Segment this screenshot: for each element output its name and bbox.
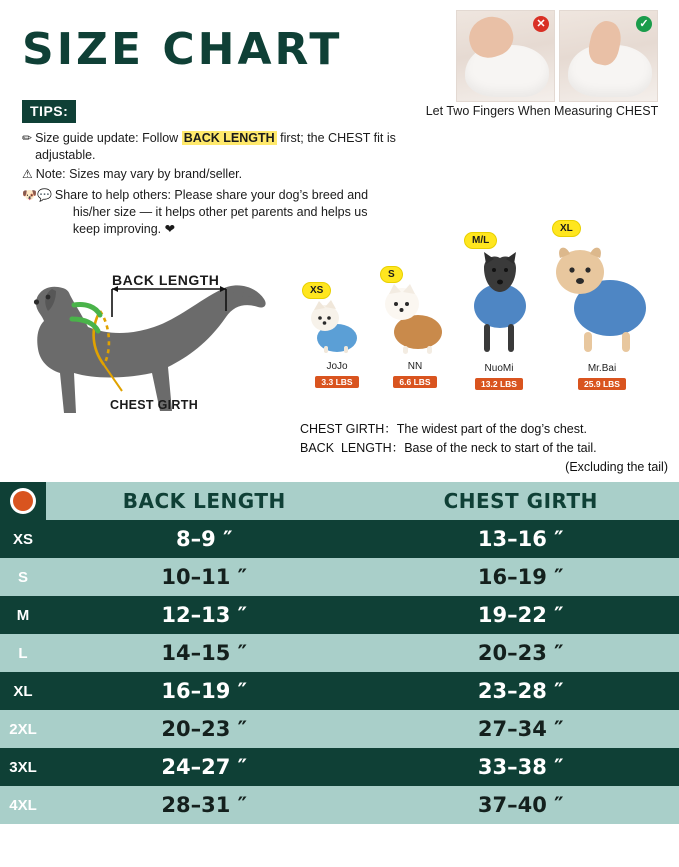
definition-chest-value: The widest part of the dog’s chest. bbox=[396, 422, 587, 436]
size-tag-xs: XS bbox=[302, 282, 331, 299]
dog-examples bbox=[296, 218, 670, 408]
dog-photo-xl bbox=[548, 244, 656, 356]
tips-badge: TIPS: bbox=[22, 100, 76, 123]
row-chest-girth: 19–22 ″ bbox=[363, 596, 679, 634]
photos-caption: Let Two Fingers When Measuring CHEST bbox=[425, 104, 659, 118]
table-row bbox=[0, 634, 679, 672]
row-chest-girth: 23–28 ″ bbox=[363, 672, 679, 710]
dog-weight: 6.6 LBS bbox=[393, 376, 436, 388]
warning-icon: ⚠ bbox=[22, 167, 33, 181]
size-table bbox=[0, 482, 679, 824]
check-badge: ✓ bbox=[636, 16, 652, 32]
row-back-length: 28–31 ″ bbox=[46, 786, 363, 824]
dog-example-xl bbox=[546, 244, 658, 392]
row-size-label: L bbox=[0, 634, 46, 672]
size-tag-s: S bbox=[380, 266, 403, 283]
dog-example-ml bbox=[456, 252, 542, 392]
dog-name: Mr.Bai bbox=[587, 363, 617, 374]
row-back-length: 16–19 ″ bbox=[46, 672, 363, 710]
tip3-line1: Share to help others: Please share your dog’s breed and bbox=[54, 188, 369, 202]
definition-back-key: BACK LENGTH： bbox=[300, 441, 405, 455]
table-row bbox=[0, 786, 679, 824]
tip1-highlight: BACK LENGTH bbox=[183, 131, 275, 145]
row-size-label: 3XL bbox=[0, 748, 46, 786]
tip3-line2: his/her size — it helps other pet parents and helps us bbox=[72, 205, 368, 219]
column-header-chest-girth: CHEST GIRTH bbox=[363, 482, 679, 520]
table-row bbox=[0, 710, 679, 748]
pencil-icon: ✏ bbox=[22, 131, 33, 145]
back-length-label: BACK LENGTH bbox=[112, 272, 220, 288]
definition-chest-girth bbox=[300, 420, 668, 439]
dog-photo-xs bbox=[308, 292, 366, 354]
tip1-post: first; the CHEST fit is adjustable. bbox=[35, 131, 396, 162]
row-size-label: S bbox=[0, 558, 46, 596]
dog-name: NuoMi bbox=[484, 363, 514, 374]
row-chest-girth: 13–16 ″ bbox=[363, 520, 679, 558]
tip1-pre: Size guide update: Follow bbox=[35, 131, 182, 145]
size-tag-ml: M/L bbox=[464, 232, 497, 249]
row-size-label: XL bbox=[0, 672, 46, 710]
tip-row-size-guide bbox=[22, 130, 452, 164]
dog-name: JoJo bbox=[326, 361, 348, 372]
table-header-row bbox=[0, 482, 679, 520]
definition-back-value: Base of the neck to start of the tail. bbox=[404, 441, 597, 455]
row-back-length: 20–23 ″ bbox=[46, 710, 363, 748]
page-title: SIZE CHART bbox=[22, 24, 343, 75]
dog-weight: 13.2 LBS bbox=[475, 378, 523, 390]
row-back-length: 24–27 ″ bbox=[46, 748, 363, 786]
logo-badge-icon bbox=[10, 488, 36, 514]
row-back-length: 10–11 ″ bbox=[46, 558, 363, 596]
photo-correct-measure bbox=[559, 10, 658, 102]
dog-example-xs bbox=[306, 292, 368, 390]
size-tag-xl: XL bbox=[552, 220, 581, 237]
definition-note: (Excluding the tail) bbox=[565, 460, 668, 474]
row-size-label: XS bbox=[0, 520, 46, 558]
row-size-label: M bbox=[0, 596, 46, 634]
table-row bbox=[0, 558, 679, 596]
definitions-block bbox=[300, 420, 668, 477]
dog-name: NN bbox=[407, 361, 423, 372]
cross-badge: ✕ bbox=[533, 16, 549, 32]
row-back-length: 8–9 ″ bbox=[46, 520, 363, 558]
brand-logo bbox=[0, 482, 46, 520]
dog-weight: 3.3 LBS bbox=[315, 376, 358, 388]
tip-note-text: Note: Sizes may vary by brand/seller. bbox=[35, 167, 243, 181]
chest-girth-label: CHEST GIRTH bbox=[110, 398, 199, 412]
table-row bbox=[0, 520, 679, 558]
row-chest-girth: 16–19 ″ bbox=[363, 558, 679, 596]
dog-speech-icon: 🐶💬 bbox=[22, 188, 52, 202]
row-chest-girth: 33–38 ″ bbox=[363, 748, 679, 786]
column-header-back-length: BACK LENGTH bbox=[46, 482, 363, 520]
definition-back-length bbox=[300, 439, 668, 458]
row-back-length: 12–13 ″ bbox=[46, 596, 363, 634]
table-row bbox=[0, 748, 679, 786]
dog-photo-ml bbox=[458, 252, 540, 356]
definition-chest-key: CHEST GIRTH： bbox=[300, 422, 397, 436]
tip-size-guide-text bbox=[35, 130, 452, 164]
dog-photo-s bbox=[382, 276, 448, 354]
photo-wrong-measure bbox=[456, 10, 555, 102]
tip3-line3: keep improving. ❤ bbox=[72, 222, 176, 236]
dog-weight: 25.9 LBS bbox=[578, 378, 626, 390]
row-chest-girth: 27–34 ″ bbox=[363, 710, 679, 748]
row-back-length: 14–15 ″ bbox=[46, 634, 363, 672]
row-chest-girth: 20–23 ″ bbox=[363, 634, 679, 672]
dog-face-icon bbox=[13, 491, 33, 511]
tip-row-note bbox=[22, 166, 452, 183]
dog-example-s bbox=[380, 276, 450, 390]
measuring-photos bbox=[456, 10, 658, 102]
table-row bbox=[0, 672, 679, 710]
row-size-label: 4XL bbox=[0, 786, 46, 824]
row-chest-girth: 37–40 ″ bbox=[363, 786, 679, 824]
row-size-label: 2XL bbox=[0, 710, 46, 748]
table-row bbox=[0, 596, 679, 634]
